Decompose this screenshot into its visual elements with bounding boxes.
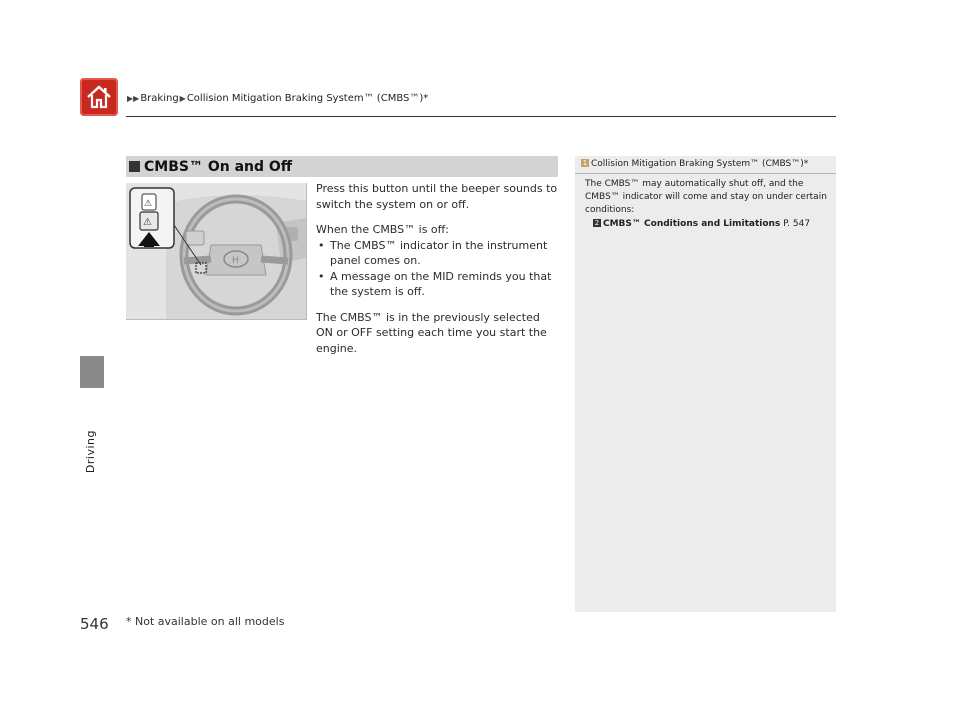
home-icon [85, 84, 113, 110]
section-square-icon [129, 161, 140, 172]
intro-paragraph: Press this button until the beeper sounds to switch the system on or off. [316, 182, 558, 211]
steering-wheel-illustration [126, 183, 306, 319]
header-divider [126, 116, 836, 117]
breadcrumb-arrow-icon: ▶ [179, 94, 186, 103]
svg-text:H: H [232, 256, 239, 266]
off-conditions-list [316, 238, 558, 300]
home-button[interactable] [80, 78, 118, 116]
page-number: 546 [80, 615, 109, 633]
chapter-tab[interactable] [80, 356, 104, 388]
chapter-label: Driving [84, 430, 97, 474]
breadcrumb-arrow-icon: ▶▶ [127, 94, 140, 103]
cross-reference-link[interactable] [575, 219, 836, 229]
note-title [575, 156, 836, 174]
section-title: CMBS™ On and Off [144, 158, 293, 175]
cross-reference-page[interactable]: P. 547 [783, 219, 811, 229]
note-body: The CMBS™ may automatically shut off, and the CMBS™ indicator will come and stay on under certain conditions: [585, 179, 827, 215]
breadcrumb-item-braking[interactable]: Braking [140, 93, 179, 104]
when-off-heading: When the CMBS™ is off: [316, 223, 449, 236]
breadcrumb-item-cmbs[interactable]: Collision Mitigation Braking System™ (CMBS™)* [186, 93, 429, 104]
cross-reference-icon: 2 [594, 219, 600, 227]
section-body [316, 181, 558, 366]
cross-reference-label[interactable]: CMBS™ Conditions and Limitations [603, 219, 781, 229]
cmbs-button-illustration [126, 183, 307, 320]
reference-icon: 1 [582, 159, 588, 167]
svg-text:⚠: ⚠ [144, 199, 153, 209]
side-note-panel [575, 156, 836, 612]
breadcrumb [126, 93, 428, 104]
footnote: * Not available on all models [126, 615, 285, 628]
note-title-text: Collision Mitigation Braking System™ (CMBS™)* [591, 159, 809, 169]
list-item: • The CMBS™ indicator in the instrument panel comes on. [316, 238, 558, 269]
closing-paragraph: The CMBS™ is in the previously selected ON or OFF setting each time you start the engine. [316, 310, 547, 355]
svg-text:⚠: ⚠ [143, 217, 152, 228]
list-item: • A message on the MID reminds you that the system is off. [316, 269, 558, 300]
section-heading [126, 156, 558, 177]
